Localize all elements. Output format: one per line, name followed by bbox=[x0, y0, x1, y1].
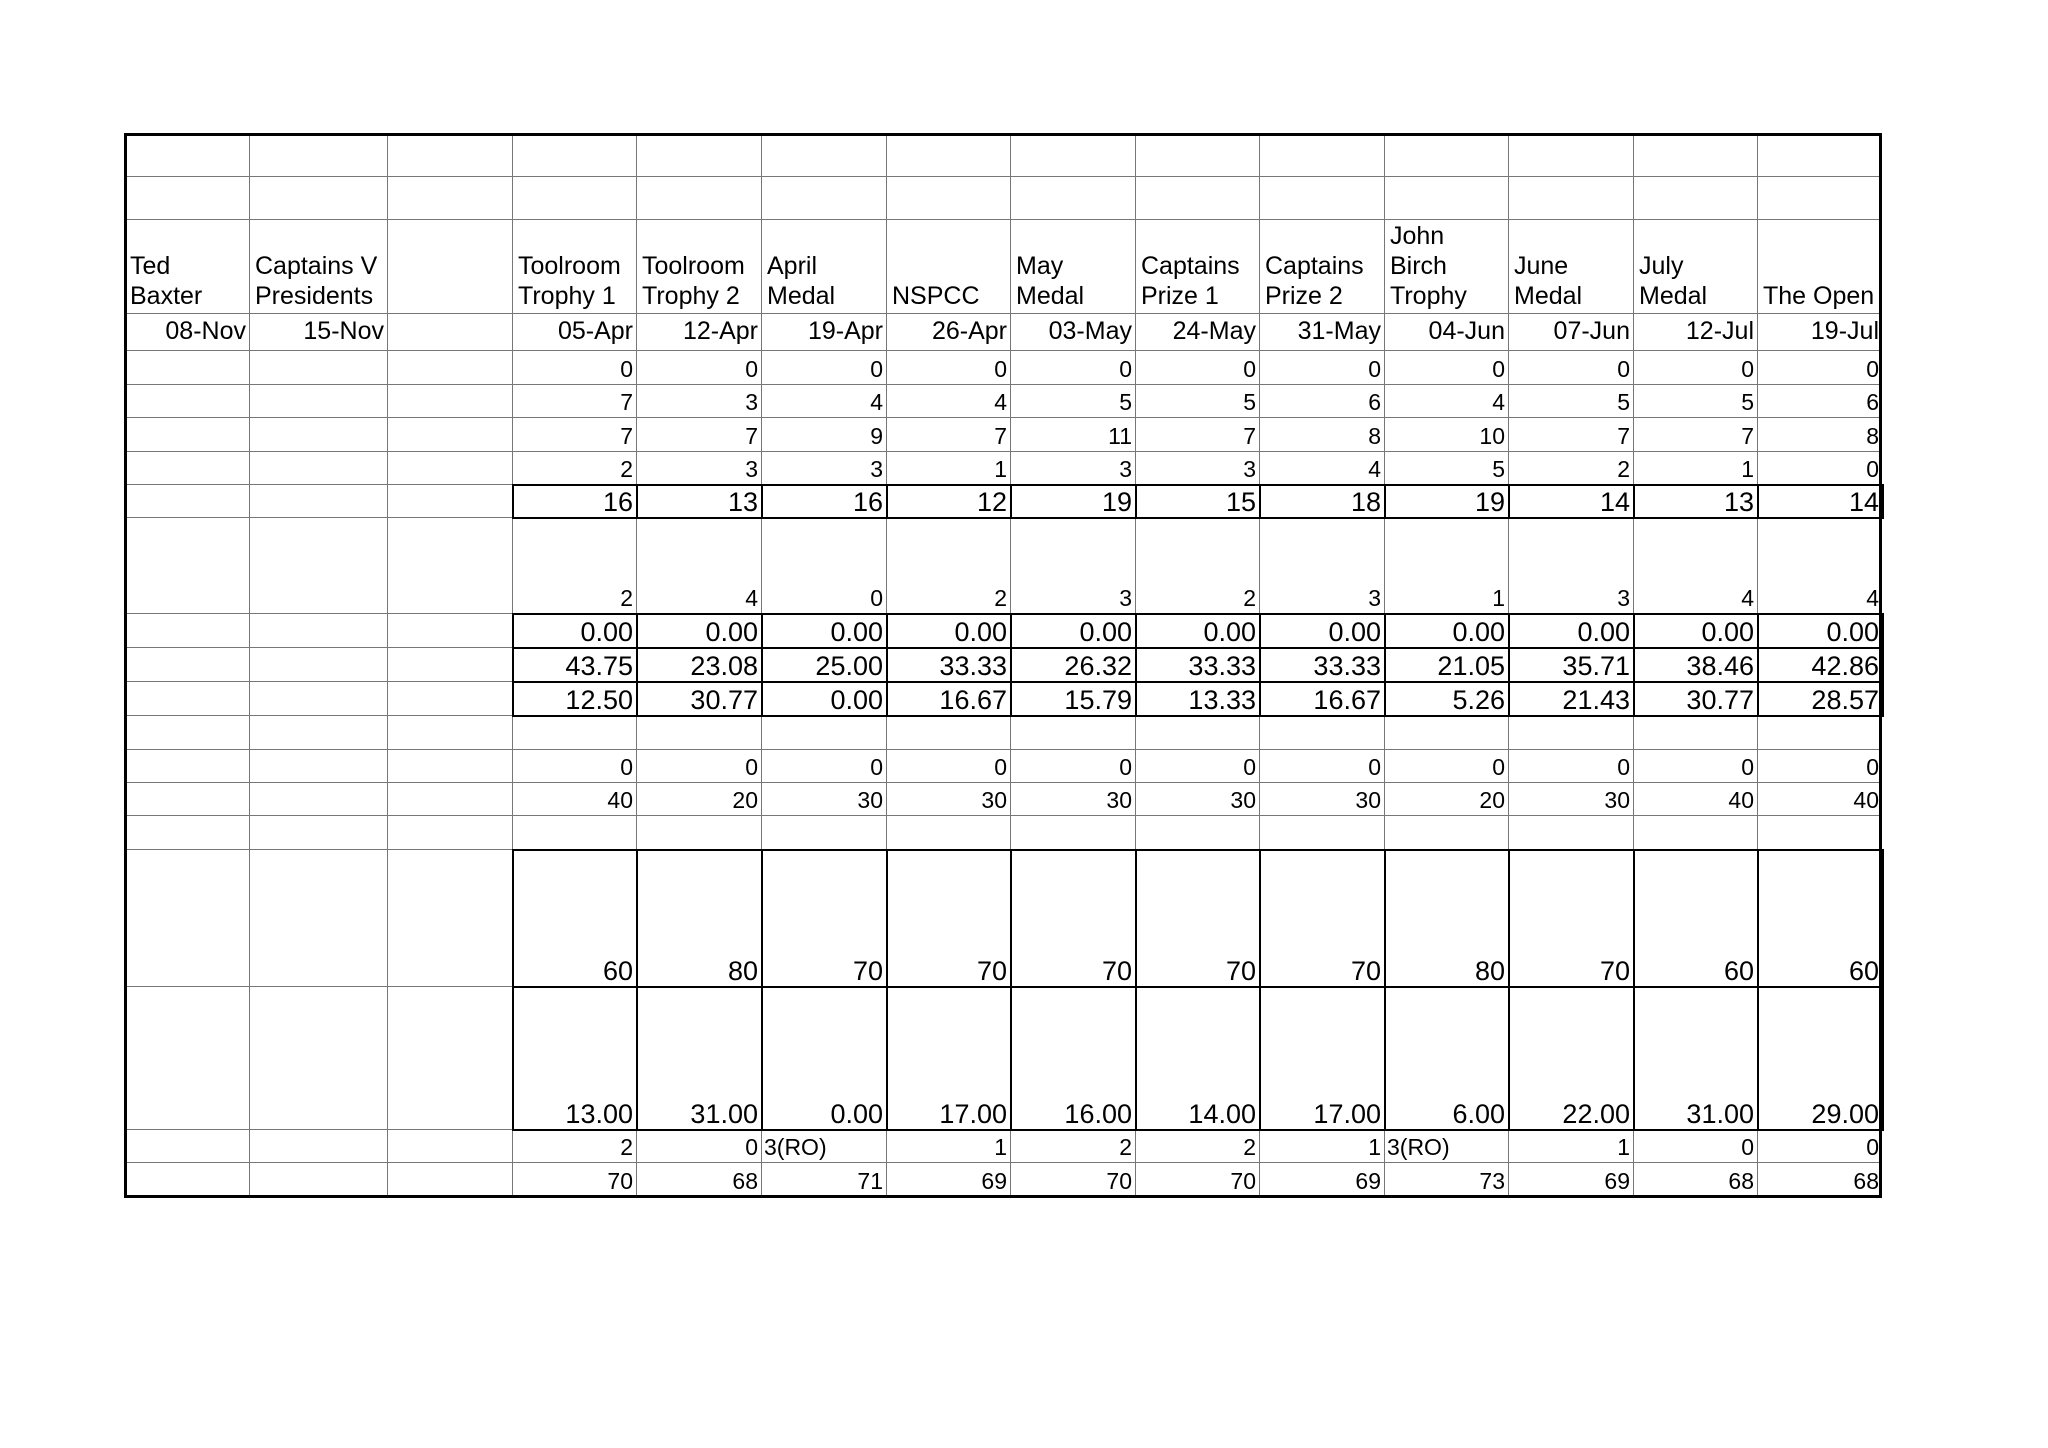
data-cell: 25.00 bbox=[815, 651, 883, 681]
column-header: June Medal bbox=[1514, 252, 1583, 310]
data-cell: 3 bbox=[1368, 585, 1381, 611]
score-box bbox=[512, 986, 638, 1131]
data-cell: 60 bbox=[1848, 956, 1879, 986]
score-box bbox=[1135, 986, 1261, 1131]
data-cell: 13 bbox=[1723, 487, 1754, 517]
data-cell: 1 bbox=[1741, 456, 1754, 482]
data-cell: 30.77 bbox=[690, 685, 758, 715]
percent-box bbox=[761, 613, 888, 649]
data-cell: 3(RO) bbox=[764, 1134, 827, 1160]
column-header: Captains V Presidents bbox=[255, 252, 378, 310]
column-header: April Medal bbox=[767, 252, 836, 310]
percent-box bbox=[1010, 681, 1137, 717]
total-box bbox=[1757, 484, 1884, 519]
data-cell: 4 bbox=[745, 585, 758, 611]
data-cell: 70 bbox=[1106, 1168, 1132, 1194]
data-cell: 11 bbox=[1108, 423, 1132, 449]
data-cell: 0 bbox=[994, 754, 1007, 780]
score-box bbox=[886, 849, 1012, 988]
score-box bbox=[1508, 849, 1635, 988]
data-cell: 3 bbox=[870, 456, 883, 482]
data-cell: 30 bbox=[857, 787, 883, 813]
score-box bbox=[1633, 849, 1759, 988]
data-cell: 0 bbox=[1741, 754, 1754, 780]
date-cell: 31-May bbox=[1297, 317, 1381, 345]
data-cell: 7 bbox=[1617, 423, 1630, 449]
data-cell: 70 bbox=[607, 1168, 633, 1194]
date-cell: 05-Apr bbox=[557, 317, 633, 345]
data-cell: 16 bbox=[852, 487, 883, 517]
column-header: Captains Prize 2 bbox=[1265, 252, 1364, 310]
score-box bbox=[1757, 986, 1884, 1131]
data-cell: 0.00 bbox=[1079, 617, 1132, 647]
data-cell: 68 bbox=[1728, 1168, 1754, 1194]
percent-box bbox=[1633, 647, 1759, 683]
data-cell: 3 bbox=[1617, 585, 1630, 611]
data-cell: 0.00 bbox=[580, 617, 633, 647]
data-cell: 4 bbox=[1368, 456, 1381, 482]
score-box bbox=[1135, 849, 1261, 988]
data-cell: 4 bbox=[870, 389, 883, 415]
date-cell: 19-Apr bbox=[807, 317, 883, 345]
data-cell: 40 bbox=[1728, 787, 1754, 813]
data-cell: 68 bbox=[1853, 1168, 1879, 1194]
percent-box bbox=[1508, 647, 1635, 683]
data-cell: 19 bbox=[1101, 487, 1132, 517]
data-cell: 6 bbox=[1866, 389, 1879, 415]
score-box bbox=[1508, 986, 1635, 1131]
data-cell: 8 bbox=[1368, 423, 1381, 449]
data-cell: 30 bbox=[1604, 787, 1630, 813]
percent-box bbox=[1259, 613, 1386, 649]
data-cell: 0 bbox=[620, 356, 633, 382]
data-cell: 0.00 bbox=[1826, 617, 1879, 647]
data-cell: 15.79 bbox=[1064, 685, 1132, 715]
date-cell: 04-Jun bbox=[1428, 317, 1505, 345]
data-cell: 2 bbox=[1617, 456, 1630, 482]
data-cell: 1 bbox=[1617, 1134, 1630, 1160]
data-cell: 30 bbox=[1355, 787, 1381, 813]
percent-box bbox=[1259, 647, 1386, 683]
data-cell: 0.00 bbox=[1203, 617, 1256, 647]
data-cell: 0 bbox=[1866, 456, 1879, 482]
data-cell: 31.00 bbox=[690, 1099, 758, 1129]
data-cell: 0 bbox=[870, 754, 883, 780]
data-cell: 5 bbox=[1119, 389, 1132, 415]
date-cell: 19-Jul bbox=[1810, 317, 1879, 345]
data-cell: 0 bbox=[1243, 754, 1256, 780]
total-box bbox=[1633, 484, 1759, 519]
percent-box bbox=[636, 613, 763, 649]
percent-box bbox=[512, 613, 638, 649]
data-cell: 3 bbox=[1119, 585, 1132, 611]
data-cell: 0.00 bbox=[1701, 617, 1754, 647]
data-cell: 35.71 bbox=[1562, 651, 1630, 681]
data-cell: 30 bbox=[1106, 787, 1132, 813]
percent-box bbox=[1010, 613, 1137, 649]
data-cell: 0 bbox=[870, 356, 883, 382]
data-cell: 2 bbox=[620, 1134, 633, 1160]
data-cell: 0 bbox=[1866, 356, 1879, 382]
data-cell: 3 bbox=[1243, 456, 1256, 482]
date-cell: 12-Apr bbox=[682, 317, 758, 345]
score-box bbox=[1384, 849, 1510, 988]
data-cell: 16.00 bbox=[1064, 1099, 1132, 1129]
data-cell: 8 bbox=[1866, 423, 1879, 449]
data-cell: 13 bbox=[727, 487, 758, 517]
data-cell: 2 bbox=[1243, 1134, 1256, 1160]
data-cell: 7 bbox=[620, 389, 633, 415]
data-cell: 3 bbox=[745, 456, 758, 482]
data-cell: 71 bbox=[857, 1168, 883, 1194]
data-cell: 70 bbox=[1101, 956, 1132, 986]
data-cell: 30 bbox=[1230, 787, 1256, 813]
data-cell: 28.57 bbox=[1811, 685, 1879, 715]
data-cell: 0 bbox=[1368, 754, 1381, 780]
column-header: Toolroom Trophy 2 bbox=[642, 252, 745, 310]
total-box bbox=[1010, 484, 1137, 519]
date-cell: 24-May bbox=[1172, 317, 1256, 345]
data-cell: 80 bbox=[1474, 956, 1505, 986]
data-cell: 30 bbox=[981, 787, 1007, 813]
data-cell: 7 bbox=[1243, 423, 1256, 449]
data-cell: 42.86 bbox=[1811, 651, 1879, 681]
data-cell: 68 bbox=[732, 1168, 758, 1194]
data-cell: 40 bbox=[607, 787, 633, 813]
data-cell: 0 bbox=[1741, 1134, 1754, 1160]
data-cell: 21.43 bbox=[1562, 685, 1630, 715]
score-box bbox=[1633, 986, 1759, 1131]
data-cell: 0.00 bbox=[830, 617, 883, 647]
date-cell: 12-Jul bbox=[1685, 317, 1754, 345]
data-cell: 22.00 bbox=[1562, 1099, 1630, 1129]
data-cell: 7 bbox=[745, 423, 758, 449]
data-cell: 2 bbox=[1119, 1134, 1132, 1160]
column-header: NSPCC bbox=[892, 282, 980, 310]
data-cell: 6 bbox=[1368, 389, 1381, 415]
data-cell: 21.05 bbox=[1437, 651, 1505, 681]
data-cell: 0 bbox=[1617, 356, 1630, 382]
data-cell: 2 bbox=[620, 456, 633, 482]
percent-box bbox=[1757, 681, 1884, 717]
percent-box bbox=[1384, 681, 1510, 717]
data-cell: 38.46 bbox=[1686, 651, 1754, 681]
percent-box bbox=[886, 613, 1012, 649]
percent-box bbox=[636, 647, 763, 683]
data-cell: 80 bbox=[727, 956, 758, 986]
data-cell: 3 bbox=[745, 389, 758, 415]
data-cell: 70 bbox=[976, 956, 1007, 986]
total-box bbox=[512, 484, 638, 519]
data-cell: 16 bbox=[602, 487, 633, 517]
percent-box bbox=[761, 647, 888, 683]
data-cell: 7 bbox=[620, 423, 633, 449]
data-cell: 0 bbox=[1119, 356, 1132, 382]
data-cell: 29.00 bbox=[1811, 1099, 1879, 1129]
percent-box bbox=[1135, 681, 1261, 717]
percent-box bbox=[1384, 647, 1510, 683]
percent-box bbox=[1508, 613, 1635, 649]
data-cell: 5 bbox=[1492, 456, 1505, 482]
score-box bbox=[761, 986, 888, 1131]
percent-box bbox=[886, 647, 1012, 683]
data-cell: 0 bbox=[1368, 356, 1381, 382]
data-cell: 1 bbox=[994, 456, 1007, 482]
data-cell: 33.33 bbox=[939, 651, 1007, 681]
data-cell: 0 bbox=[1617, 754, 1630, 780]
data-cell: 7 bbox=[994, 423, 1007, 449]
data-cell: 2 bbox=[620, 585, 633, 611]
score-box bbox=[636, 986, 763, 1131]
data-cell: 20 bbox=[1479, 787, 1505, 813]
data-cell: 33.33 bbox=[1313, 651, 1381, 681]
percent-box bbox=[1010, 647, 1137, 683]
score-box bbox=[1259, 849, 1386, 988]
percent-box bbox=[1757, 613, 1884, 649]
total-box bbox=[1135, 484, 1261, 519]
data-cell: 60 bbox=[602, 956, 633, 986]
data-cell: 13.33 bbox=[1188, 685, 1256, 715]
percent-box bbox=[1633, 613, 1759, 649]
percent-box bbox=[512, 647, 638, 683]
data-cell: 0.00 bbox=[830, 685, 883, 715]
data-cell: 70 bbox=[1230, 1168, 1256, 1194]
data-cell: 4 bbox=[994, 389, 1007, 415]
data-cell: 2 bbox=[994, 585, 1007, 611]
data-cell: 1 bbox=[1492, 585, 1505, 611]
date-cell: 07-Jun bbox=[1553, 317, 1630, 345]
total-box bbox=[1259, 484, 1386, 519]
date-cell: 08-Nov bbox=[165, 317, 246, 345]
score-box bbox=[1757, 849, 1884, 988]
date-cell: 15-Nov bbox=[303, 317, 384, 345]
data-cell: 0 bbox=[1119, 754, 1132, 780]
data-cell: 0 bbox=[745, 1134, 758, 1160]
column-header: The Open bbox=[1763, 282, 1875, 310]
spreadsheet bbox=[124, 133, 1882, 1198]
score-box bbox=[1010, 986, 1137, 1131]
score-box bbox=[761, 849, 888, 988]
data-cell: 0 bbox=[1741, 356, 1754, 382]
data-cell: 0 bbox=[1243, 356, 1256, 382]
data-cell: 31.00 bbox=[1686, 1099, 1754, 1129]
data-cell: 30.77 bbox=[1686, 685, 1754, 715]
data-cell: 0 bbox=[1492, 356, 1505, 382]
data-cell: 0 bbox=[620, 754, 633, 780]
total-box bbox=[886, 484, 1012, 519]
data-cell: 0 bbox=[1492, 754, 1505, 780]
data-cell: 12.50 bbox=[565, 685, 633, 715]
percent-box bbox=[1633, 681, 1759, 717]
column-header: Ted Baxter bbox=[130, 252, 203, 310]
data-cell: 14 bbox=[1848, 487, 1879, 517]
data-cell: 70 bbox=[1599, 956, 1630, 986]
column-header: John Birch Trophy bbox=[1390, 222, 1467, 310]
data-cell: 43.75 bbox=[565, 651, 633, 681]
data-cell: 13.00 bbox=[565, 1099, 633, 1129]
data-cell: 0.00 bbox=[830, 1099, 883, 1129]
total-box bbox=[1384, 484, 1510, 519]
data-cell: 16.67 bbox=[1313, 685, 1381, 715]
data-cell: 33.33 bbox=[1188, 651, 1256, 681]
data-cell: 14 bbox=[1599, 487, 1630, 517]
column-header: July Medal bbox=[1639, 252, 1708, 310]
data-cell: 14.00 bbox=[1188, 1099, 1256, 1129]
score-box bbox=[1384, 986, 1510, 1131]
data-cell: 3(RO) bbox=[1387, 1134, 1450, 1160]
percent-box bbox=[1135, 647, 1261, 683]
data-cell: 18 bbox=[1350, 487, 1381, 517]
data-cell: 0.00 bbox=[705, 617, 758, 647]
data-cell: 69 bbox=[1355, 1168, 1381, 1194]
data-cell: 0.00 bbox=[954, 617, 1007, 647]
data-cell: 0 bbox=[1866, 754, 1879, 780]
total-box bbox=[1508, 484, 1635, 519]
data-cell: 60 bbox=[1723, 956, 1754, 986]
data-cell: 10 bbox=[1479, 423, 1505, 449]
data-cell: 9 bbox=[870, 423, 883, 449]
data-cell: 4 bbox=[1492, 389, 1505, 415]
data-cell: 6.00 bbox=[1452, 1099, 1505, 1129]
data-cell: 20 bbox=[732, 787, 758, 813]
data-cell: 15 bbox=[1225, 487, 1256, 517]
data-cell: 0 bbox=[870, 585, 883, 611]
percent-box bbox=[1757, 647, 1884, 683]
total-box bbox=[761, 484, 888, 519]
data-cell: 5 bbox=[1617, 389, 1630, 415]
data-cell: 1 bbox=[994, 1134, 1007, 1160]
data-cell: 0 bbox=[1866, 1134, 1879, 1160]
data-cell: 5 bbox=[1741, 389, 1754, 415]
data-cell: 70 bbox=[852, 956, 883, 986]
score-box bbox=[886, 986, 1012, 1131]
percent-box bbox=[886, 681, 1012, 717]
percent-box bbox=[1508, 681, 1635, 717]
data-cell: 17.00 bbox=[1313, 1099, 1381, 1129]
data-cell: 69 bbox=[1604, 1168, 1630, 1194]
column-header: Captains Prize 1 bbox=[1141, 252, 1240, 310]
data-cell: 2 bbox=[1243, 585, 1256, 611]
data-cell: 1 bbox=[1368, 1134, 1381, 1160]
data-cell: 0 bbox=[994, 356, 1007, 382]
data-cell: 23.08 bbox=[690, 651, 758, 681]
date-cell: 26-Apr bbox=[931, 317, 1007, 345]
data-cell: 73 bbox=[1479, 1168, 1505, 1194]
data-cell: 19 bbox=[1474, 487, 1505, 517]
score-box bbox=[1010, 849, 1137, 988]
data-cell: 26.32 bbox=[1064, 651, 1132, 681]
percent-box bbox=[1384, 613, 1510, 649]
percent-box bbox=[636, 681, 763, 717]
data-cell: 7 bbox=[1741, 423, 1754, 449]
data-cell: 0.00 bbox=[1328, 617, 1381, 647]
percent-box bbox=[761, 681, 888, 717]
data-cell: 16.67 bbox=[939, 685, 1007, 715]
date-cell: 03-May bbox=[1048, 317, 1132, 345]
data-cell: 5 bbox=[1243, 389, 1256, 415]
data-cell: 17.00 bbox=[939, 1099, 1007, 1129]
data-cell: 0.00 bbox=[1577, 617, 1630, 647]
data-cell: 70 bbox=[1225, 956, 1256, 986]
score-box bbox=[512, 849, 638, 988]
data-cell: 3 bbox=[1119, 456, 1132, 482]
data-cell: 0 bbox=[745, 754, 758, 780]
data-cell: 4 bbox=[1741, 585, 1754, 611]
percent-box bbox=[512, 681, 638, 717]
data-cell: 4 bbox=[1866, 585, 1879, 611]
data-cell: 40 bbox=[1853, 787, 1879, 813]
data-cell: 12 bbox=[976, 487, 1007, 517]
column-header: Toolroom Trophy 1 bbox=[518, 252, 621, 310]
percent-box bbox=[1259, 681, 1386, 717]
score-box bbox=[1259, 986, 1386, 1131]
data-cell: 0 bbox=[745, 356, 758, 382]
score-box bbox=[636, 849, 763, 988]
percent-box bbox=[1135, 613, 1261, 649]
data-cell: 0.00 bbox=[1452, 617, 1505, 647]
total-box bbox=[636, 484, 763, 519]
data-cell: 70 bbox=[1350, 956, 1381, 986]
data-cell: 69 bbox=[981, 1168, 1007, 1194]
data-cell: 5.26 bbox=[1452, 685, 1505, 715]
column-header: May Medal bbox=[1016, 252, 1085, 310]
